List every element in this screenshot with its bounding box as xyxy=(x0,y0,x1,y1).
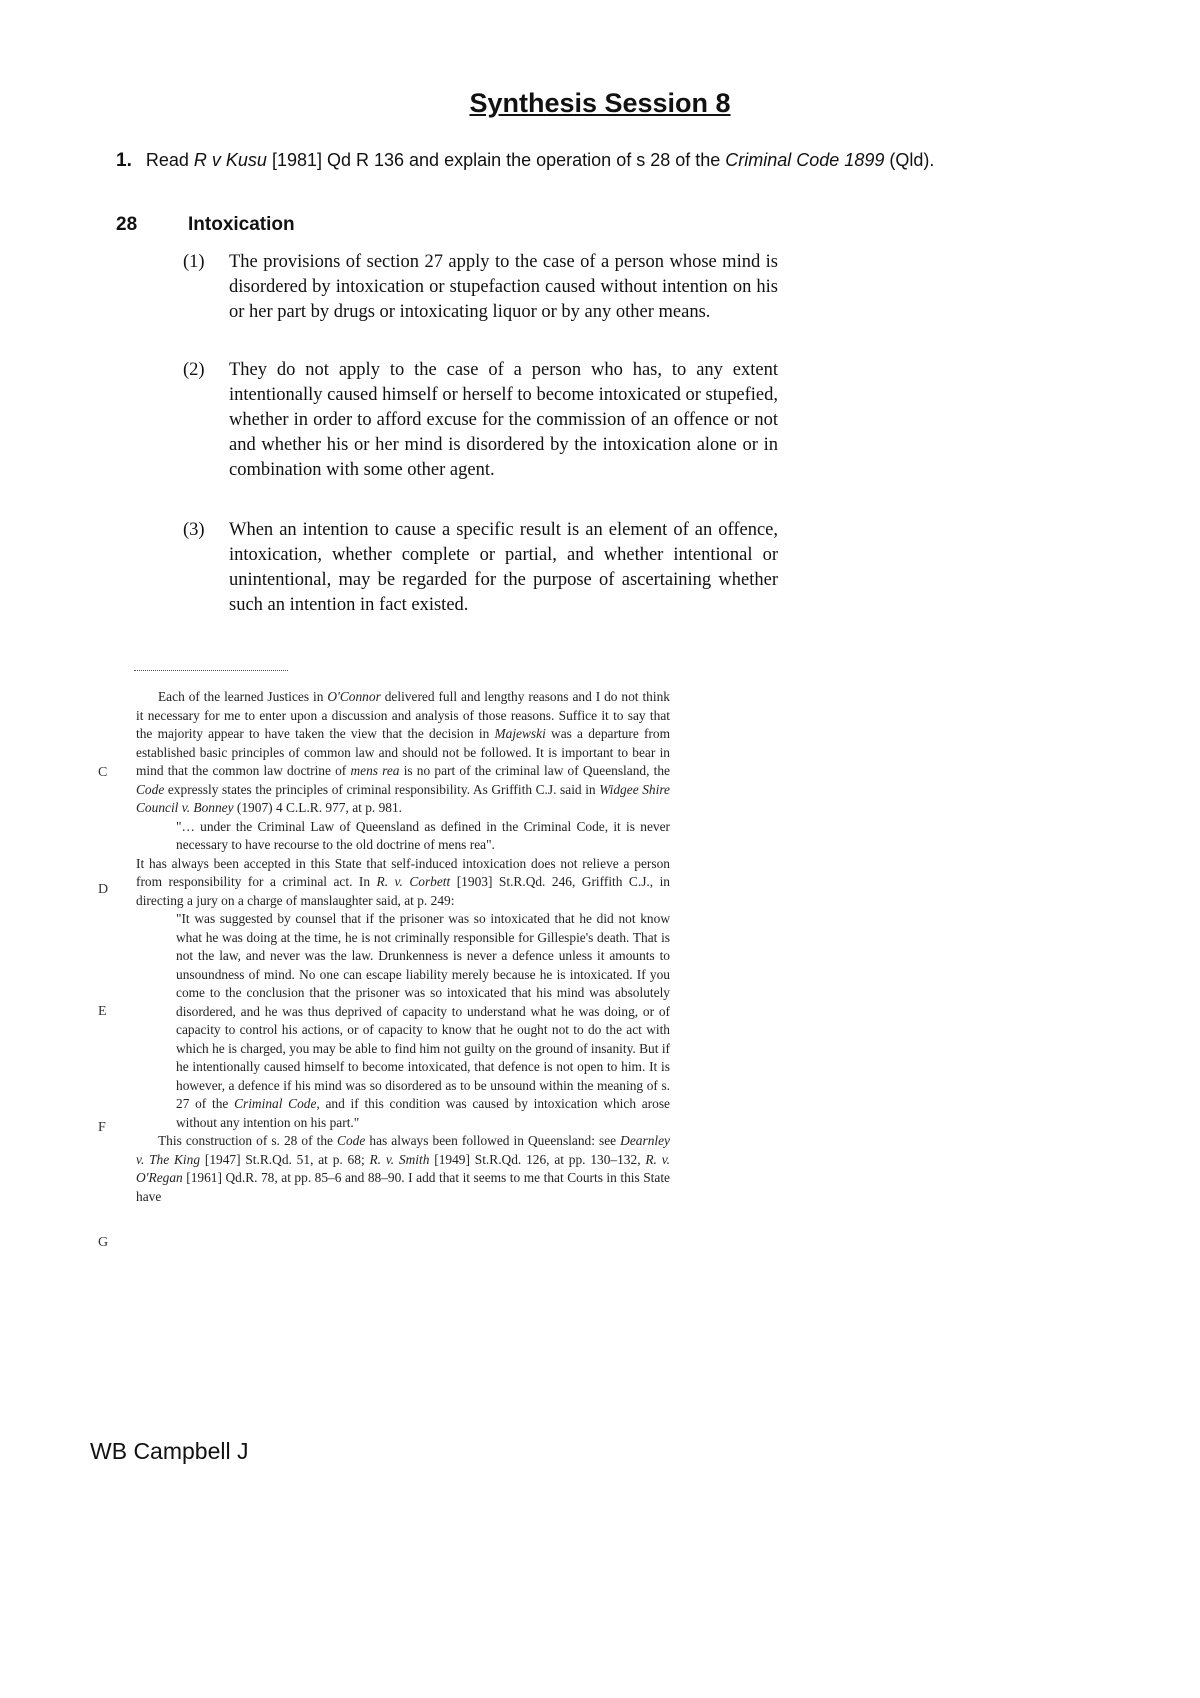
question-text-pre: Read xyxy=(145,150,194,170)
excerpt-quote-2 xyxy=(176,910,670,1132)
margin-letter-f: F xyxy=(98,1120,106,1135)
excerpt-text: is no part of the criminal law of Queensland, the xyxy=(399,763,670,778)
case-name: R. v. Smith xyxy=(369,1151,430,1167)
excerpt-paragraph-2 xyxy=(136,855,670,911)
dotted-divider xyxy=(134,670,288,671)
judge-signoff: WB Campbell J xyxy=(90,1438,249,1464)
excerpt-text: "It was suggested by counsel that if the prisoner was so intoxicated that he did not know what he was doing at the time, he is not criminally responsible for Gillespie's death. That is not the law, and never was the law. Drunkenness is never a defence unless it amounts to unsoundness of mind. No one can escape liability merely because he is intoxicated. If you come to the conclusion that the prisoner was so intoxicated that his mind was absolutely disordered, and he was thus deprived of capacity to understand what he was doing, or of capacity to control his actions, or of capacity to know that he ought not to do the act with which he is charged, you may be able to find him not guilty on the ground of insanity. But if he intentionally caused himself to become intoxicated, that defence is not open to him. It is however, a defence if his mind was so disordered as to be unsound within the meaning of s. 27 of the xyxy=(176,911,670,1111)
case-name: O'Connor xyxy=(327,689,381,704)
code-reference: Code xyxy=(136,781,165,797)
excerpt-text: [1903] St.R.Qd. 246, Griffith C.J., in directing a jury on a charge of manslaughter said, at p. 249: xyxy=(136,874,671,908)
excerpt-text: [1949] St.R.Qd. 126, at pp. 130–132, xyxy=(429,1151,646,1167)
excerpt-text: expressly states the principles of criminal responsibility. As Griffith C.J. said in xyxy=(164,781,600,797)
subsection-3 xyxy=(183,518,778,618)
code-reference: Code xyxy=(337,1133,366,1148)
excerpt-paragraph-3 xyxy=(136,1132,670,1206)
excerpt-quote-1: "… under the Criminal Law of Queensland as defined in the Criminal Code, it is never necessary to have recourse to the old doctrine of mens rea". xyxy=(176,818,670,852)
excerpt-text: [1947] St.R.Qd. 51, at p. 68; xyxy=(200,1151,370,1167)
question-text-post: (Qld). xyxy=(884,150,935,170)
excerpt-text: has always been followed in Queensland: see xyxy=(365,1133,621,1148)
section-number: 28 xyxy=(116,214,138,235)
page-title: Synthesis Session 8 xyxy=(469,88,731,118)
section-title: Intoxication xyxy=(188,214,295,235)
case-name: Widgee Shire Council v. Bonney xyxy=(136,781,670,815)
excerpt-text: This construction of s. 28 of the xyxy=(158,1133,338,1148)
section-heading xyxy=(116,214,295,236)
case-name: Dearnley v. The King xyxy=(136,1133,670,1167)
margin-letter-e: E xyxy=(98,1004,107,1019)
case-name: R. v. O'Regan xyxy=(136,1151,670,1185)
subsection-text: They do not apply to the case of a person who has, to any extent intentionally caused himself or herself to become intoxicated or stupefied, whether in order to afford excuse for the commission of an offence or not and whether his or her mind is disordered by the intoxication alone or in combination with some other agent. xyxy=(229,360,778,480)
case-name: R. v. Corbett xyxy=(376,874,451,889)
margin-letter-g: G xyxy=(98,1235,109,1250)
question-number: 1. xyxy=(116,150,132,171)
excerpt-text: was a departure from established basic principles of common law and should not be followed. It is important to bear in mind that the common law doctrine of xyxy=(136,726,671,778)
excerpt-text: [1961] Qd.R. 78, at pp. 85–6 and 88–90. I add that it seems to me that Courts in this State have xyxy=(136,1170,670,1204)
latin-term: mens rea xyxy=(350,763,400,778)
judgment-excerpt xyxy=(136,688,670,1206)
code-reference: Criminal Code xyxy=(234,1096,317,1111)
margin-letter-c: C xyxy=(98,765,108,780)
question-act-name: Criminal Code 1899 xyxy=(725,150,885,170)
case-name: Majewski xyxy=(494,726,546,741)
excerpt-text: delivered full and lengthy reasons and I do not think it necessary for me to enter upon a discussion and analysis of those reasons. Suffice it to say that the majority appear to have taken the view that the decision in xyxy=(136,689,670,741)
excerpt-paragraph-1 xyxy=(136,688,670,818)
excerpt-text: Each of the learned Justices in xyxy=(158,689,328,704)
subsection-text: The provisions of section 27 apply to the case of a person whose mind is disordered by intoxication or stupefaction caused without intention on his or her part by drugs or intoxicating liquor or by any other means. xyxy=(229,252,778,322)
subsection-2 xyxy=(183,358,778,483)
question-1 xyxy=(116,150,934,172)
margin-letter-d: D xyxy=(98,882,109,897)
subsection-text: When an intention to cause a specific result is an element of an offence, intoxication, whether complete or partial, and whether intentional or unintentional, may be regarded for the purpose of ascertaining whether such an intention in fact existed. xyxy=(229,520,778,615)
question-case-name: R v Kusu xyxy=(193,150,267,170)
excerpt-text: , and if this condition was caused by intoxication which arose without any intention on his part." xyxy=(176,1096,670,1130)
subsection-1 xyxy=(183,250,778,325)
question-citation: [1981] Qd R 136 and explain the operation of s 28 of the xyxy=(266,150,726,170)
excerpt-text: (1907) 4 C.L.R. 977, at p. 981. xyxy=(233,800,403,815)
subsection-number: (1) xyxy=(183,252,205,272)
subsection-number: (2) xyxy=(183,360,205,380)
excerpt-text: It has always been accepted in this State that self-induced intoxication does not relieve a person from responsibility for a criminal act. In xyxy=(136,855,670,889)
subsection-number: (3) xyxy=(183,520,205,540)
